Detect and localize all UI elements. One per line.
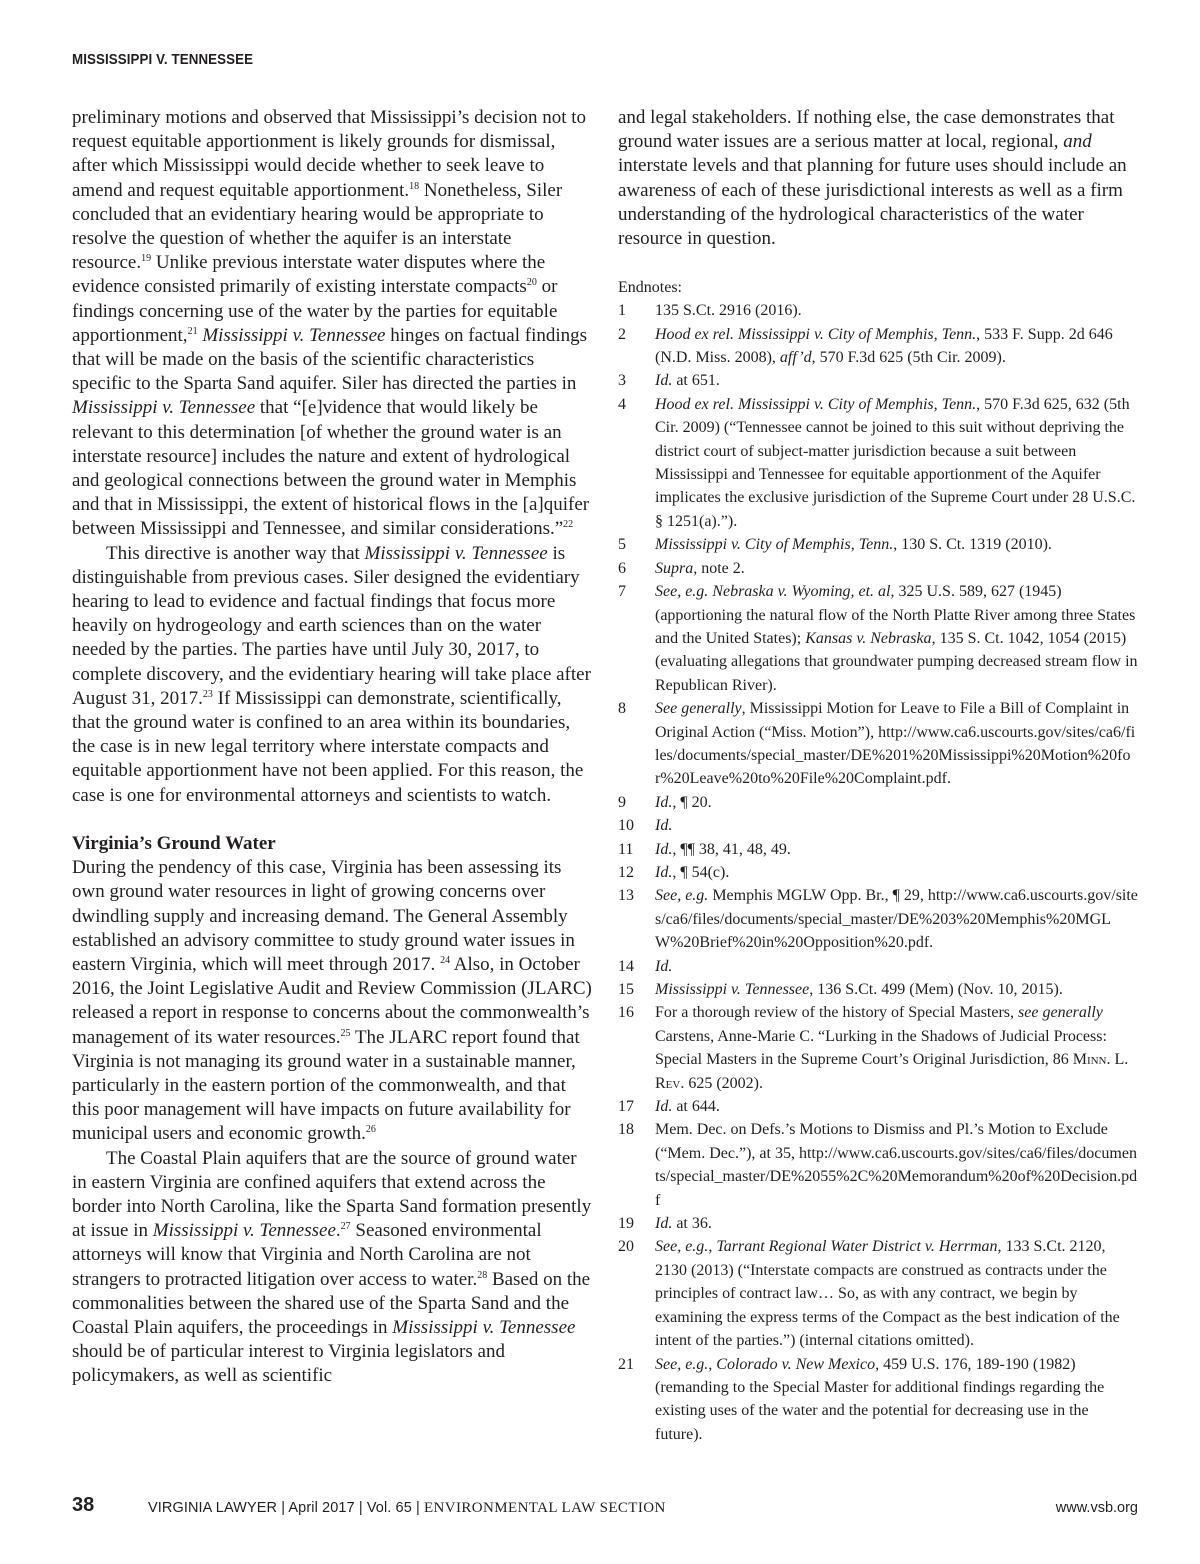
running-head: MISSISSIPPI V. TENNESSEE: [72, 52, 254, 68]
footnote-ref[interactable]: 24: [440, 954, 451, 966]
endnote-item: 20 See, e.g., Tarrant Regional Water District v. Herrman, 133 S.Ct. 2120, 2130 (2013) (“Interstate compacts are construed as contracts under the principles of contract law… So, as with any contract, we begin by examining the express terms of the Compact as the best indication of the intent of the parties.”) (internal citations omitted).: [618, 1238, 1120, 1350]
right-column: [618, 106, 1138, 1446]
endnote-item: 16 For a thorough review of the history of Special Masters, see generally Carstens, Anne-Marie C. “Lurking in the Shadows of Judicial Process: Special Masters in the Supreme Court’s Original Jurisdiction, 86 Minn. L. Rev. 625 (2002).: [618, 1004, 1129, 1092]
footnote-ref[interactable]: 18: [409, 180, 420, 192]
footnote-ref[interactable]: 19: [141, 253, 152, 265]
left-column: [72, 106, 592, 1389]
section-name: ENVIRONMENTAL LAW SECTION: [423, 1500, 666, 1516]
endnote-item: 12 Id., ¶ 54(c).: [618, 863, 730, 881]
endnote-item: 10 Id.: [618, 817, 673, 835]
endnote-item: 5 Mississippi v. City of Memphis, Tenn., 130 S. Ct. 1319 (2010).: [618, 536, 1052, 554]
endnote-item: 19 Id. at 36.: [618, 1215, 712, 1233]
footnote-ref[interactable]: 26: [365, 1124, 376, 1136]
endnote-item: 17 Id. at 644.: [618, 1098, 720, 1116]
endnote-item: 6 Supra, note 2.: [618, 559, 745, 577]
endnote-item: 4 Hood ex rel. Mississippi v. City of Memphis, Tenn., 570 F.3d 625, 632 (5th Cir. 2009) (“Tennessee cannot be joined to this suit without depriving the district court of subject-matter jurisdiction because a suit between Mississippi and Tennessee for equitable apportionment of the Aquifer implicates the exclusive jurisdiction of the Supreme Court under 28 U.S.C. § 1251(a).”).: [618, 395, 1136, 530]
footnote-ref[interactable]: 25: [340, 1027, 351, 1039]
endnote-item: 8 See generally, Mississippi Motion for Leave to File a Bill of Complaint in Original Action (“Miss. Motion”), http://www.ca6.uscourts.gov/sites/ca6/files/documents/special_master/DE%201%20Mississippi%20Motion%20for%20Leave%20to%20File%20Complaint.pdf.: [618, 700, 1136, 788]
endnote-item: 2 Hood ex rel. Mississippi v. City of Memphis, Tenn., 533 F. Supp. 2d 646 (N.D. Miss. 2008), aff’d, 570 F.3d 625 (5th Cir. 2009).: [618, 325, 1113, 367]
footnote-ref[interactable]: 27: [340, 1221, 351, 1233]
footnote-ref[interactable]: 20: [526, 277, 537, 289]
footnote-ref[interactable]: 22: [563, 519, 574, 531]
endnote-item: 13 See, e.g. Memphis MGLW Opp. Br., ¶ 29, http://www.ca6.uscourts.gov/sites/ca6/files/documents/special_master/DE%203%20Memphis%20MGLW%20Brief%20in%20Opposition%20.pdf.: [618, 887, 1138, 952]
endnote-item: 3 Id. at 651.: [618, 372, 720, 390]
endnotes-list: [618, 299, 1138, 1446]
footnote-ref[interactable]: 21: [187, 325, 198, 337]
website-link[interactable]: www.vsb.org: [1055, 1500, 1138, 1516]
section-heading: Virginia’s Ground Water: [72, 832, 276, 854]
paragraph: The Coastal Plain aquifers that are the source of ground water in eastern Virginia are confined aquifers that extend across the border into North Carolina, like the Sparta Sand formation presently at issue in Mississippi v. Tennessee.$^{27}$ Seasoned environmental attorneys will know that Virginia and North Carolina are not strangers to protracted litigation over access to water.$^{28}$ Based on the commonalities between the shared use of the Sparta Sand and the Coastal Plain aquifers, the proceedings in Mississippi v. Tennessee should be of particular interest to Virginia legislators and policymakers, as well as scientific: [72, 1147, 592, 1387]
paragraph: During the pendency of this case, Virginia has been assessing its own ground water resources in light of growing concerns over dwindling supply and increasing demand. The General Assembly established an advisory committee to study ground water issues in eastern Virginia, which will meet through 2017. $^{24}$ Also, in October 2016, the Joint Legislative Audit and Review Commission (JLARC) released a report in response to concerns about the commonwealth’s management of its water resources.$^{25}$ The JLARC report found that Virginia is not managing its ground water in a sustainable manner, particularly in the eastern portion of the commonwealth, and that this poor management will have impacts on future availability for municipal users and economic growth.$^{26}$: [72, 857, 592, 1145]
footnote-ref[interactable]: 23: [202, 688, 213, 700]
endnote-item: 18 Mem. Dec. on Defs.’s Motions to Dismiss and Pl.’s Motion to Exclude (“Mem. Dec.”), at 35, http://www.ca6.uscourts.gov/sites/ca6/files/documents/special_master/DE%2055%2C%20Memorandum%20of%20Decision.pdf: [618, 1121, 1138, 1209]
page-number: 38: [72, 1494, 95, 1516]
endnote-item: 14 Id.: [618, 957, 673, 975]
endnote-item: 11 Id., ¶¶ 38, 41, 48, 49.: [618, 840, 791, 858]
paragraph: preliminary motions and observed that Mississippi’s decision not to request equitable apportionment is likely grounds for dismissal, after which Mississippi would decide whether to seek leave to amend and request equitable apportionment.$^{18}$ Nonetheless, Siler concluded that an evidentiary hearing would be appropriate to resolve the question of whether the aquifer is an interstate resource.$^{19}$ Unlike previous interstate water disputes where the evidence consisted primarily of existing interstate compacts$^{20}$ or findings concerning use of the water by the parties for equitable apportionment,$^{21}$ Mississippi v. Tennessee hinges on factual findings that will be made on the basis of the scientific characteristics specific to the Sparta Sand aquifer. Siler has directed the parties in Mississippi v. Tennessee that “[e]vidence that would likely be relevant to this determination [of whether the ground water is an interstate resource] includes the nature and extent of hydrological and geological connections between the ground water in Memphis and that in Mississippi, the extent of historical flows in the [a]quifer between Mississippi and Tennessee, and similar considerations.”$^{22}$: [72, 107, 590, 540]
endnote-item: 9 Id., ¶ 20.: [618, 793, 712, 811]
paragraph: This directive is another way that Mississippi v. Tennessee is distinguishable from previous cases. Siler designed the evidentiary hearing to lead to evidence and factual findings that focus more heavily on hydrogeology and earth sciences than on the water needed by the parties. The parties have until July 30, 2017, to complete discovery, and the evidentiary hearing will take place after August 31, 2017.23 If Mississippi can demonstrate, scientifically, that the ground water is confined to an area within its boundaries, the case is in new legal territory where interstate compacts and equitable apportionment have not been applied. For this reason, the case is one for environmental attorneys and scientists to watch.: [72, 542, 591, 806]
footnote-ref[interactable]: 28: [477, 1269, 488, 1281]
endnotes-title: Endnotes:: [618, 279, 682, 297]
endnote-item: 7 See, e.g. Nebraska v. Wyoming, et. al, 325 U.S. 589, 627 (1945) (apportioning the natural flow of the North Platte River among three States and the United States); Kansas v. Nebraska, 135 S. Ct. 1042, 1054 (2015) (evaluating allegations that groundwater pumping decreased stream flow in Republican River).: [618, 583, 1138, 694]
paragraph: and legal stakeholders. If nothing else, the case demonstrates that ground water issues are a serious matter at local, regional, and interstate levels and that planning for future uses should include an awareness of each of these jurisdictional interests as well as a firm understanding of the hydrological characteristics of the water resource in question.: [618, 107, 1127, 250]
endnote-item: 1 135 S.Ct. 2916 (2016).: [618, 302, 802, 320]
page-footer: [72, 1494, 1138, 1524]
endnote-item: 21 See, e.g., Colorado v. New Mexico, 459 U.S. 176, 189-190 (1982) (remanding to the Special Master for additional findings regarding the existing uses of the water and the potential for decreasing use in the future).: [618, 1355, 1105, 1443]
endnote-item: 15 Mississippi v. Tennessee, 136 S.Ct. 499 (Mem) (Nov. 10, 2015).: [618, 981, 1063, 998]
publication-line: VIRGINIA LAWYER | April 2017 | Vol. 65 | ENVIRONMENTAL LAW SECTION: [148, 1500, 666, 1516]
